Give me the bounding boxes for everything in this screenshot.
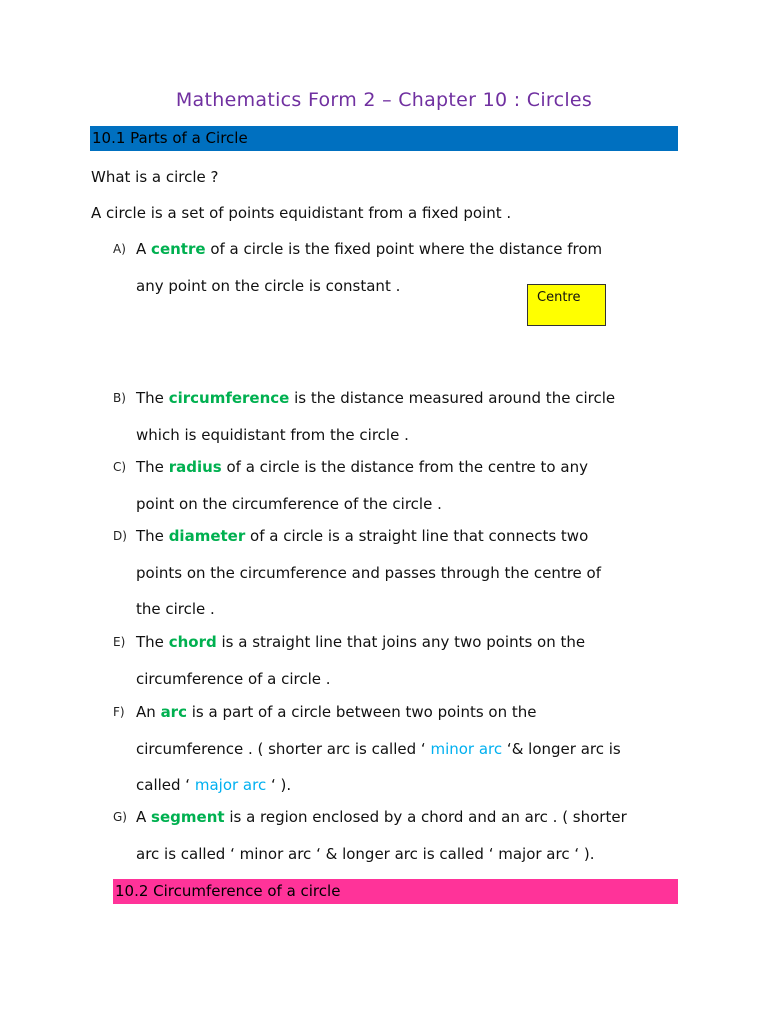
item-line-2: points on the circumference and passes through the centre of <box>136 563 602 582</box>
item-prefix: The <box>136 389 164 407</box>
item-line-2: arc is called ‘ minor arc ‘ & longer arc is called ‘ major arc ‘ ). <box>136 844 595 863</box>
major-arc-term: major arc <box>194 776 267 794</box>
item-line-3: the circle . <box>136 600 215 618</box>
item-prefix: A <box>136 240 147 258</box>
item-line-1: of a circle is the distance from the centre to any <box>226 458 588 476</box>
section-heading-circumference-of-circle <box>113 879 678 904</box>
item-line-1: is a part of a circle between two points on the <box>191 703 537 721</box>
term-circumference: circumference <box>168 389 290 407</box>
item-line-1: of a circle is the fixed point where the distance from <box>210 240 603 258</box>
item-line-3-start: called ‘ <box>136 776 191 794</box>
definition-text: A circle is a set of points equidistant from a fixed point . <box>91 204 512 222</box>
item-line-2: any point on the circle is constant . <box>136 276 401 295</box>
section-heading-text: 10.2 Circumference of a circle <box>115 882 341 900</box>
centre-label-text: Centre <box>537 290 581 305</box>
page-title: Mathematics Form 2 – Chapter 10 : Circles <box>175 89 593 111</box>
list-marker: B) <box>113 391 126 405</box>
list-marker: D) <box>113 529 127 543</box>
list-item-circumference <box>113 380 673 453</box>
item-line-2: which is equidistant from the circle . <box>136 425 409 444</box>
term-radius: radius <box>168 458 222 476</box>
list-marker: F) <box>113 705 125 719</box>
list-marker: G) <box>113 810 127 824</box>
item-line-2: circumference of a circle . <box>136 669 331 688</box>
list-item-segment <box>113 799 673 872</box>
item-line-1: is the distance measured around the circle <box>294 389 616 407</box>
item-prefix: An <box>136 703 156 721</box>
term-arc: arc <box>160 703 187 721</box>
item-prefix: A <box>136 808 147 826</box>
item-prefix: The <box>136 527 164 545</box>
list-item-diameter <box>113 518 673 628</box>
list-marker: E) <box>113 635 126 649</box>
question-text: What is a circle ? <box>91 168 219 186</box>
term-diameter: diameter <box>168 527 246 545</box>
section-heading-text: 10.1 Parts of a Circle <box>92 129 248 147</box>
list-marker: C) <box>113 460 127 474</box>
item-line-3-end: ‘ ). <box>271 776 292 794</box>
item-line-2-end: ‘& longer arc is <box>506 739 621 758</box>
item-prefix: The <box>136 633 164 651</box>
list-item-radius <box>113 449 673 522</box>
section-heading-parts-of-circle <box>90 126 678 151</box>
term-segment: segment <box>151 808 225 826</box>
term-chord: chord <box>168 633 217 651</box>
minor-arc-term: minor arc <box>430 739 503 758</box>
item-line-2: point on the circumference of the circle . <box>136 494 442 513</box>
list-item-arc <box>113 694 673 804</box>
centre-label-box <box>527 284 606 326</box>
list-item-chord <box>113 624 673 697</box>
item-line-1: is a straight line that joins any two points on the <box>221 633 586 651</box>
term-centre: centre <box>151 240 206 258</box>
item-line-2-start: circumference . ( shorter arc is called ‘ <box>136 739 426 758</box>
item-line-1: is a region enclosed by a chord and an arc . ( shorter <box>229 808 627 826</box>
item-prefix: The <box>136 458 164 476</box>
list-marker: A) <box>113 242 126 256</box>
item-line-1: of a circle is a straight line that connects two <box>250 527 589 545</box>
